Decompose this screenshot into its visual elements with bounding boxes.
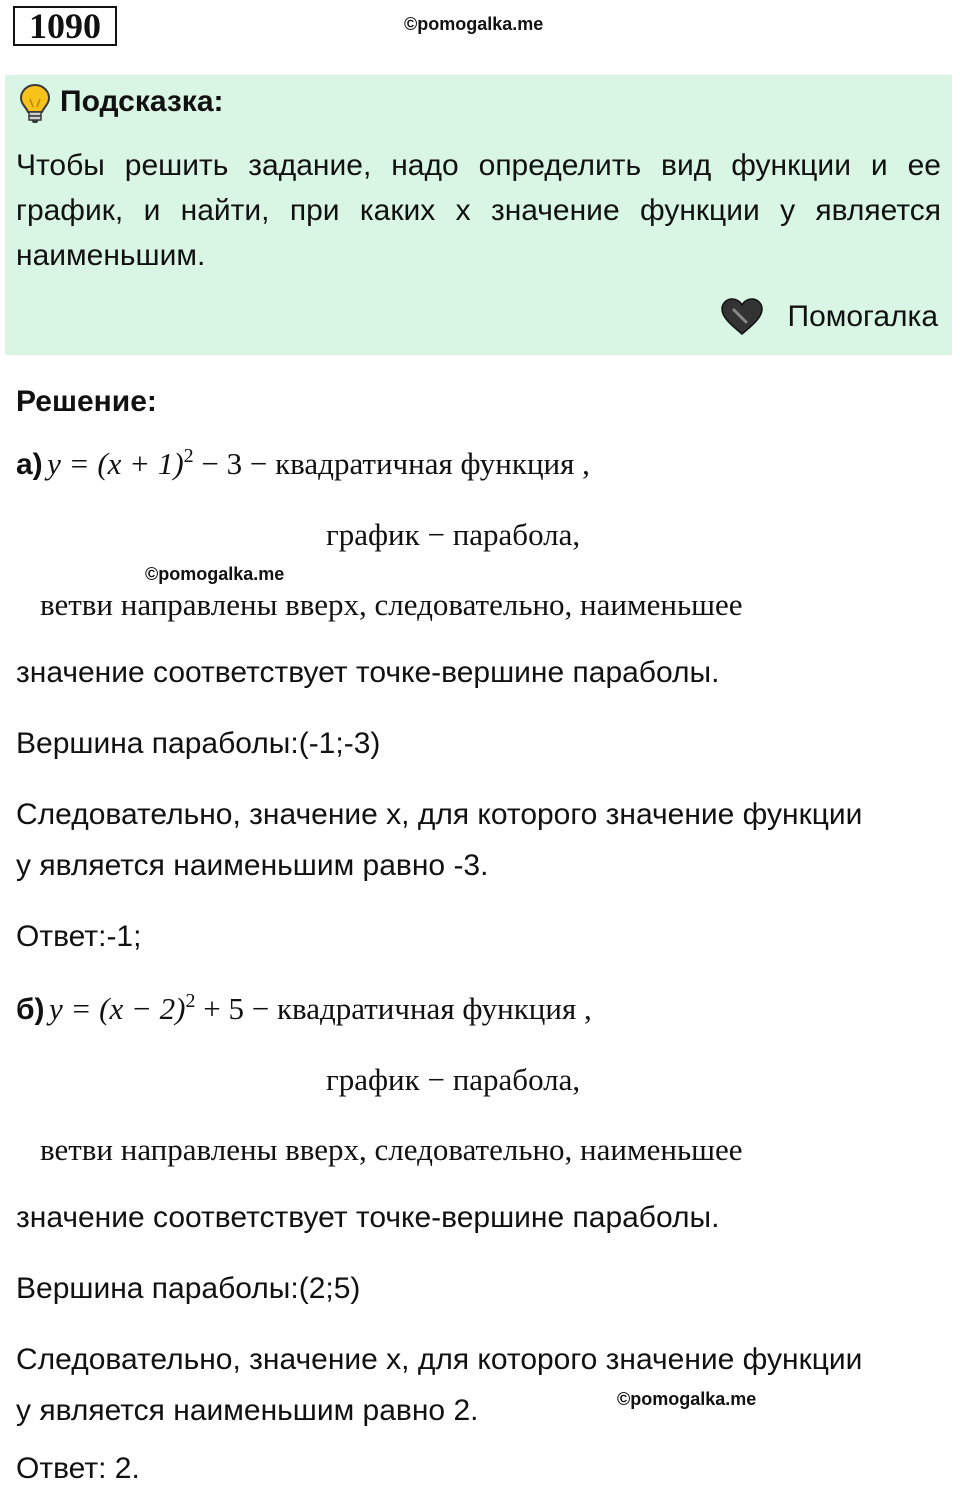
hint-text: Чтобы решить задание, надо определить вид функции и ее график, и найти, при каких х значение функции у является наименьшим. [16,149,941,272]
part-b-formula-line [16,991,592,1027]
part-b-formula: $y = (x - 2)^2 + 5$ − квадратичная функция , [48,990,592,1026]
part-b-answer: Ответ: 2. [16,1452,140,1485]
hint-brand: Помогалка [787,300,938,333]
part-a-min-note: значение соответствует точке-вершине параболы. [16,656,720,689]
part-b-vertex: Вершина параболы:(2;5) [16,1272,361,1305]
part-a-formula-line [16,446,590,482]
part-b-min-note: значение соответствует точке-вершине параболы. [16,1201,720,1234]
part-b-label: б) [16,993,45,1026]
watermark-mid: ©pomogalka.me [145,564,285,584]
part-a-conclusion-1: Следовательно, значение х, для которого значение функции [16,798,863,831]
part-a-graph: график − парабола, [326,517,581,552]
part-a-branches: ветви направлены вверх, следовательно, наименьшее [40,587,743,622]
part-a-answer: Ответ:-1; [16,920,142,953]
watermark-bottom: ©pomogalka.me [617,1389,757,1409]
heart-icon [720,298,764,341]
task-number: 1090 [13,6,117,46]
hint-title: Подсказка: [60,85,224,118]
part-b-branches: ветви направлены вверх, следовательно, наименьшее [40,1132,743,1167]
part-a-label: а) [16,448,43,481]
part-a-conclusion-2: у является наименьшим равно -3. [16,849,489,882]
lightbulb-icon [18,83,52,128]
part-b-conclusion-2: у является наименьшим равно 2. [16,1394,479,1427]
part-a-formula: $y = (x + 1)^2 - 3$ − квадратичная функция , [47,445,590,481]
part-b-conclusion-1: Следовательно, значение х, для которого значение функции [16,1343,863,1376]
part-a-vertex: Вершина параболы:(-1;-3) [16,727,381,760]
part-b-graph: график − парабола, [326,1062,581,1097]
solution-title: Решение: [16,385,157,418]
watermark: ©pomogalka.me [404,14,544,34]
